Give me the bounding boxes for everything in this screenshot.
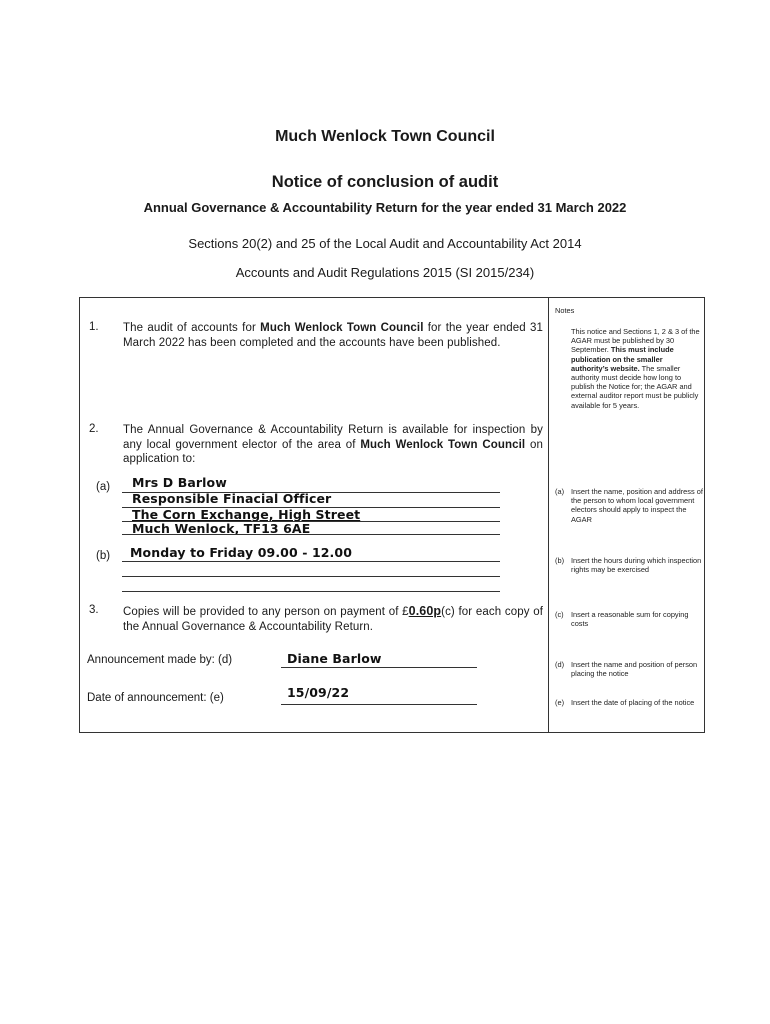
hours-line-1 [122, 561, 500, 562]
sections-line: Sections 20(2) and 25 of the Local Audit and Accountability Act 2014 [188, 236, 582, 251]
notice-box [79, 297, 705, 733]
item2-council: Much Wenlock Town Council [360, 438, 526, 451]
note-c-text: Insert a reasonable sum for copying costs [571, 610, 689, 629]
return-title: Annual Governance & Accountability Return for the year ended 31 March 2022 [143, 200, 627, 215]
contact-position: Responsible Finacial Officer [132, 491, 332, 506]
column-divider [548, 298, 549, 732]
hours-line-2 [122, 576, 500, 577]
contact-name: Mrs D Barlow [132, 475, 227, 490]
item3-text [123, 604, 543, 634]
note-b-text: Insert the hours during which inspection rights may be exercised [571, 556, 702, 575]
item2a-label: (a) [96, 481, 111, 493]
item1-council: Much Wenlock Town Council [260, 322, 424, 334]
notice-title: Notice of conclusion of audit [271, 173, 499, 191]
item1-number: 1. [89, 321, 99, 333]
date-value: 15/09/22 [287, 685, 350, 700]
note-a-label: (a) [555, 487, 565, 496]
hours-line-3 [122, 591, 500, 592]
copy-amount: 0.60p [408, 604, 442, 618]
item2-text-start: The Annual Governance & Accountability Return is available for inspection by any local government elector of the area of [123, 424, 543, 451]
date-label: Date of announcement: (e) [87, 692, 224, 704]
note-b-label: (b) [555, 556, 565, 565]
contact-address-town: Much Wenlock, TF13 6AE [132, 521, 311, 536]
item1-text-start: The audit of accounts for [123, 322, 256, 334]
note-e-label: (e) [555, 698, 565, 707]
item3-text-start: Copies will be provided to any person on payment of £ [123, 606, 409, 618]
item3-text-end: (c) for each copy of the Annual Governance & Accountability Return. [123, 606, 543, 633]
notes-intro-part1: This notice and Sections 1, 2 & 3 of the AGAR must be published by 30 September. [571, 327, 700, 355]
item1-text [123, 321, 543, 350]
item2-number: 2. [89, 423, 99, 435]
announcement-line [281, 667, 477, 668]
note-a-text: Insert the name, position and address of the person to whom local government electors should apply to inspect the AGAR [571, 487, 703, 524]
item2-text [123, 423, 543, 467]
inspection-hours: Monday to Friday 09.00 - 12.00 [130, 545, 352, 560]
notes-heading: Notes [555, 306, 575, 315]
contact-line-4 [122, 534, 500, 535]
regulations-line: Accounts and Audit Regulations 2015 (SI 2015/234) [235, 265, 535, 280]
notes-intro-part2: The smaller authority must decide how long to publish the Notice for; the AGAR and external auditor report must be publicly available for 5 years. [571, 363, 699, 410]
notes-intro-bold: This must include publication on the smaller authority’s website. [571, 345, 674, 373]
council-title: Much Wenlock Town Council [275, 128, 495, 145]
item3-number: 3. [89, 604, 99, 616]
announcement-value: Diane Barlow [287, 651, 382, 666]
item2-text-end: on application to: [123, 438, 543, 465]
notes-intro [571, 327, 701, 410]
note-d-label: (d) [555, 660, 565, 669]
item1-text-end: for the year ended 31 March 2022 has been completed and the accounts have been published. [123, 322, 543, 349]
date-line [281, 704, 477, 705]
note-d-text: Insert the name and position of person placing the notice [571, 660, 698, 679]
item2b-label: (b) [96, 550, 111, 562]
contact-address-street: The Corn Exchange, High Street [132, 507, 361, 522]
announcement-label: Announcement made by: (d) [87, 654, 233, 666]
note-e-text: Insert the date of placing of the notice [571, 698, 695, 707]
note-c-label: (c) [555, 610, 564, 619]
